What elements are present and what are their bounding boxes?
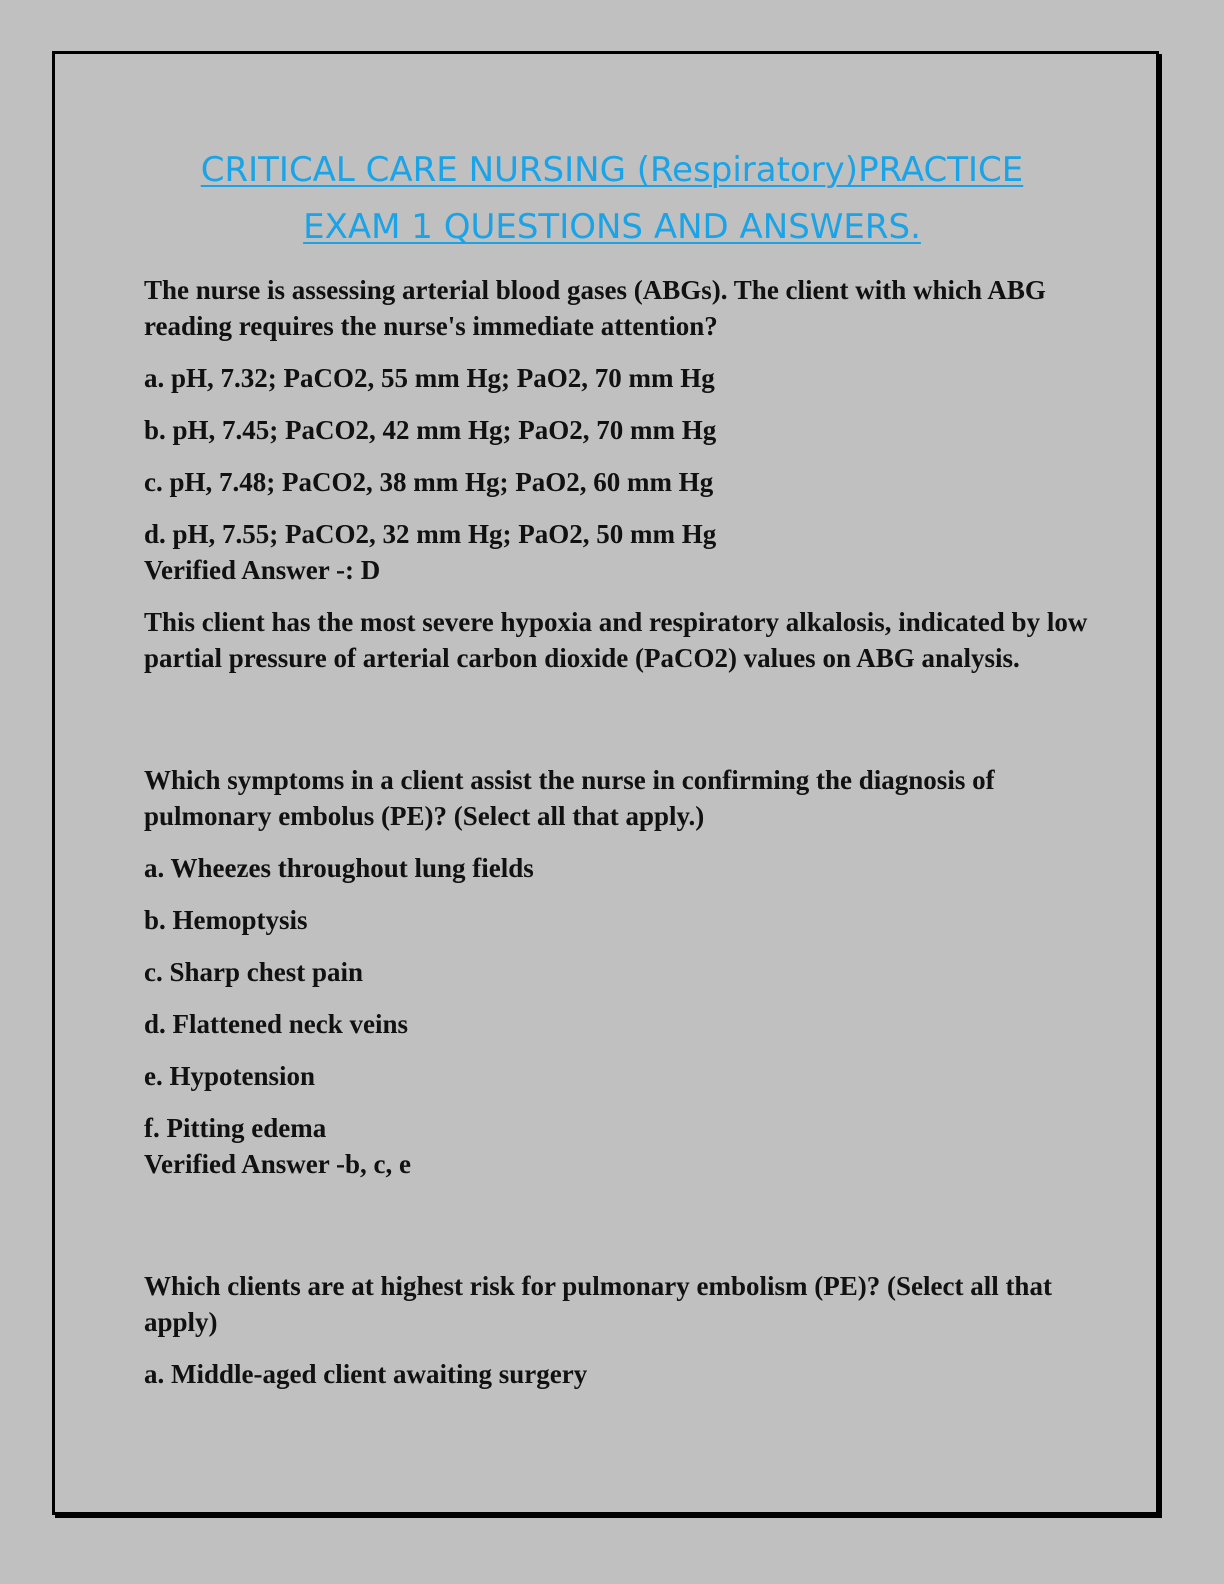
question-2-option-f: f. Pitting edema [144,1113,327,1143]
question-1-option-b: b. pH, 7.45; PaCO2, 42 mm Hg; PaO2, 70 mm Hg [144,415,717,445]
question-2-answer: Verified Answer -b, c, e [144,1149,411,1179]
section-spacer [144,692,1094,762]
question-2-text: Which symptoms in a client assist the nurse in confirming the diagnosis of pulmonary embolus (PE)? (Select all that apply.) [144,765,995,831]
question-2-option-a: a. Wheezes throughout lung fields [144,853,534,883]
question-2-option-e: e. Hypotension [144,1061,316,1091]
question-1-answer: Verified Answer -: D [144,555,381,585]
title-line-1: CRITICAL CARE NURSING (Respiratory)PRACTICE [200,150,1024,190]
question-1-option-c: c. pH, 7.48; PaCO2, 38 mm Hg; PaO2, 60 mm Hg [144,467,714,497]
question-2-option-c: c. Sharp chest pain [144,957,364,987]
title-line-2: EXAM 1 QUESTIONS AND ANSWERS. [303,207,921,247]
question-3-text: Which clients are at highest risk for pulmonary embolism (PE)? (Select all that apply) [144,1271,1052,1337]
question-3-option-a: a. Middle-aged client awaiting surgery [144,1359,588,1389]
document-title [100,142,1124,256]
question-2-option-b: b. Hemoptysis [144,905,308,935]
question-1-option-a: a. pH, 7.32; PaCO2, 55 mm Hg; PaO2, 70 mm Hg [144,363,715,393]
question-2-option-d: d. Flattened neck veins [144,1009,409,1039]
document-body [144,272,1094,1408]
section-spacer [144,1198,1094,1268]
question-1-text: The nurse is assessing arterial blood gases (ABGs). The client with which ABG reading requires the nurse's immediate attention? [144,275,1046,341]
question-1-rationale: This client has the most severe hypoxia and respiratory alkalosis, indicated by low partial pressure of arterial carbon dioxide (PaCO2) values on ABG analysis. [144,607,1088,673]
question-1-option-d: d. pH, 7.55; PaCO2, 32 mm Hg; PaO2, 50 mm Hg [144,519,717,549]
